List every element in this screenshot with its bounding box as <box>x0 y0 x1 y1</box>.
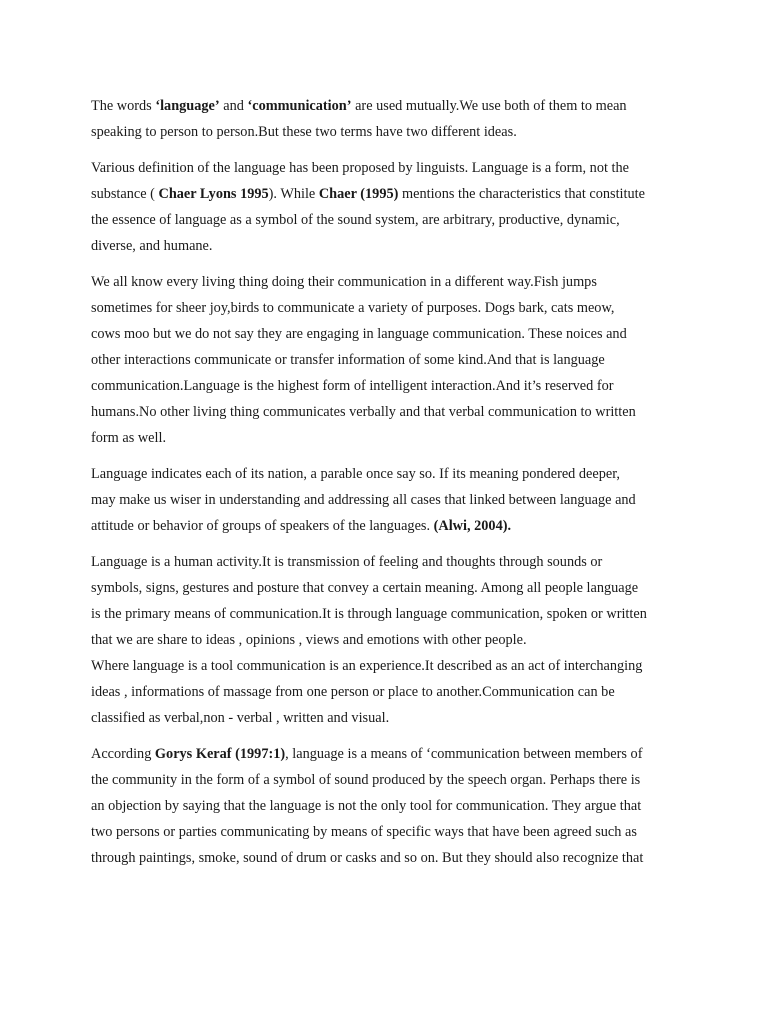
text-line <box>91 653 688 679</box>
text-line <box>91 487 688 513</box>
paragraph <box>91 549 688 653</box>
text-run: According <box>91 746 155 762</box>
text-run: classified as verbal,non - verbal , written and visual. <box>91 710 390 726</box>
text-run: two persons or parties communicating by means of specific ways that have been agreed such as <box>91 824 637 840</box>
paragraph <box>91 269 688 451</box>
document-body <box>91 93 688 871</box>
text-run: may make us wiser in understanding and addressing all cases that linked between language and <box>91 492 636 508</box>
text-line <box>91 269 688 295</box>
text-line <box>91 181 688 207</box>
text-run: communication.Language is the highest form of intelligent interaction.And it’s reserved for <box>91 378 614 394</box>
text-line <box>91 461 688 487</box>
text-run: the essence of language as a symbol of the sound system, are arbitrary, productive, dynamic, <box>91 212 620 228</box>
text-run: form as well. <box>91 430 167 446</box>
text-line <box>91 819 688 845</box>
text-line <box>91 513 688 539</box>
text-line <box>91 347 688 373</box>
text-line <box>91 425 688 451</box>
text-run: other interactions communicate or transfer information of some kind.And that is language <box>91 352 605 368</box>
text-line <box>91 295 688 321</box>
text-run: humans.No other living thing communicates verbally and that verbal communication to written <box>91 404 636 420</box>
bold-text: Chaer Lyons 1995 <box>158 186 269 202</box>
text-run: symbols, signs, gestures and posture that convey a certain meaning. Among all people language <box>91 580 639 596</box>
text-line <box>91 119 688 145</box>
text-run: is the primary means of communication.It is through language communication, spoken or written <box>91 606 647 622</box>
text-line <box>91 705 688 731</box>
paragraph <box>91 155 688 259</box>
bold-text: Gorys Keraf (1997:1) <box>154 746 286 762</box>
text-run: mentions the characteristics that constitute <box>398 186 645 202</box>
paragraph <box>91 93 688 145</box>
text-line <box>91 575 688 601</box>
bold-text: (Alwi, 2004). <box>433 518 512 534</box>
text-run: that we are share to ideas , opinions , views and emotions with other people. <box>91 632 527 648</box>
text-run: and <box>219 98 248 114</box>
bold-text: ‘language’ <box>155 98 220 114</box>
paragraph <box>91 741 688 871</box>
text-run: Various definition of the language has been proposed by linguists. Language is a form, not the <box>91 160 629 176</box>
bold-text: Chaer (1995) <box>318 186 399 202</box>
paragraph <box>91 653 688 731</box>
text-run: through paintings, smoke, sound of drum or casks and so on. But they should also recognize that <box>91 850 644 866</box>
text-run: Language is a human activity.It is transmission of feeling and thoughts through sounds or <box>91 554 603 570</box>
text-line <box>91 741 688 767</box>
text-line <box>91 321 688 347</box>
text-line <box>91 767 688 793</box>
text-line <box>91 207 688 233</box>
text-run: ). While <box>268 186 319 202</box>
text-run: are used mutually.We use both of them to mean <box>351 98 627 114</box>
paragraph <box>91 461 688 539</box>
text-run: Where language is a tool communication is an experience.It described as an act of interchanging <box>91 658 643 674</box>
text-run: Language indicates each of its nation, a parable once say so. If its meaning pondered deeper, <box>91 466 620 482</box>
text-line <box>91 793 688 819</box>
text-run: an objection by saying that the language is not the only tool for communication. They argue that <box>91 798 642 814</box>
text-line <box>91 399 688 425</box>
text-line <box>91 155 688 181</box>
text-line <box>91 373 688 399</box>
text-line <box>91 233 688 259</box>
text-run: attitude or behavior of groups of speakers of the languages. <box>91 518 434 534</box>
text-run: sometimes for sheer joy,birds to communicate a variety of purposes. Dogs bark, cats meow, <box>91 300 615 316</box>
text-run: We all know every living thing doing their communication in a different way.Fish jumps <box>91 274 597 290</box>
text-run: the community in the form of a symbol of sound produced by the speech organ. Perhaps there is <box>91 772 641 788</box>
text-line <box>91 549 688 575</box>
text-run: The words <box>91 98 156 114</box>
text-run: ideas , informations of massage from one person or place to another.Communication can be <box>91 684 615 700</box>
text-run: , language is a means of ‘communication between members of <box>285 746 643 762</box>
text-line <box>91 679 688 705</box>
text-line <box>91 93 688 119</box>
text-run: cows moo but we do not say they are engaging in language communication. These noices and <box>91 326 627 342</box>
text-run: diverse, and humane. <box>91 238 213 254</box>
text-line <box>91 845 688 871</box>
text-line <box>91 601 688 627</box>
text-run: substance ( <box>91 186 159 202</box>
text-line <box>91 627 688 653</box>
bold-text: ‘communication’ <box>247 98 352 114</box>
text-run: speaking to person to person.But these two terms have two different ideas. <box>91 124 517 140</box>
